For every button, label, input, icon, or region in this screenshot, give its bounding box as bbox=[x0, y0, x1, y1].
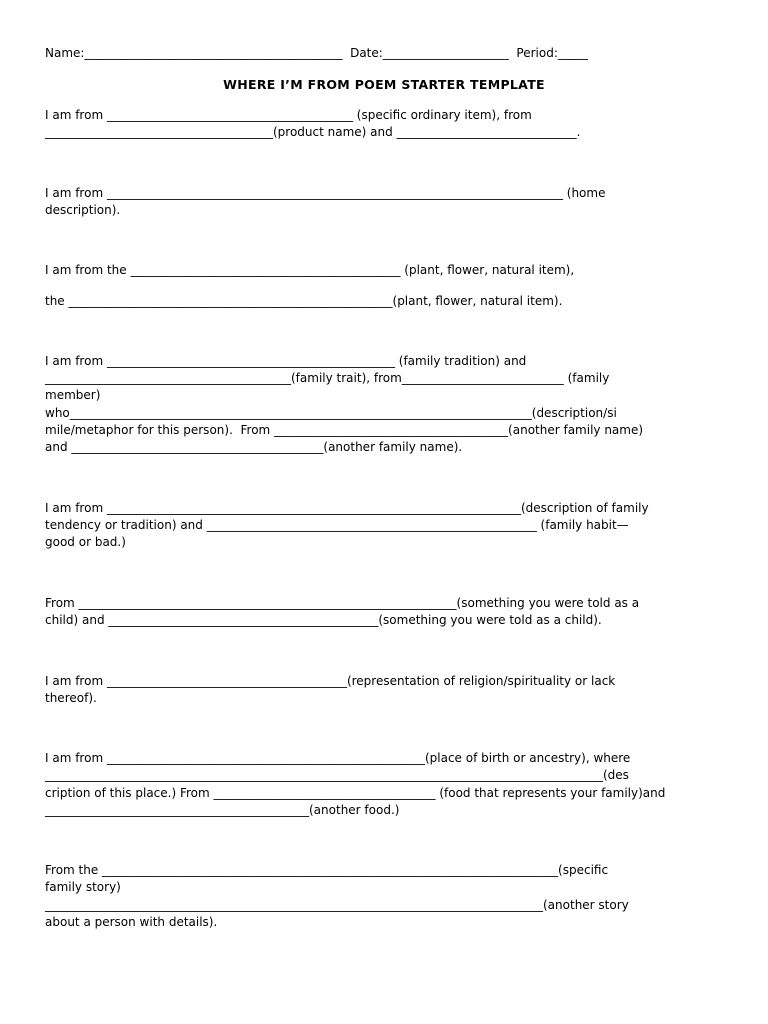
stanza-8-line-4: ____________________________________________(another food.) bbox=[45, 803, 400, 817]
stanza-4-line-6: and __________________________________________(another family name). bbox=[45, 440, 463, 454]
stanza-4-line-5: mile/metaphor for this person). From _______________________________________(another family name) bbox=[45, 423, 644, 437]
stanza-4-line-1: I am from ________________________________________________ (family tradition) and bbox=[45, 354, 527, 368]
stanza-7-line-2: thereof). bbox=[45, 691, 97, 705]
stanza-2-line-1: I am from ____________________________________________________________________________ (home bbox=[45, 186, 606, 200]
stanza-4-line-4: who_____________________________________________________________________________(description/si bbox=[45, 406, 617, 420]
stanza-4-line-2: _________________________________________(family trait), from___________________________ (family bbox=[45, 371, 610, 385]
stanza-9-line-1: From the ____________________________________________________________________________(specific bbox=[45, 863, 609, 877]
stanza-8-line-2: _____________________________________________________________________________________________(des bbox=[45, 768, 629, 782]
stanza-9-line-4: about a person with details). bbox=[45, 915, 218, 929]
stanza-5-line-2: tendency or tradition) and _______________________________________________________ (family habit— bbox=[45, 518, 629, 532]
stanza-3-line-2: the ______________________________________________________(plant, flower, natural item). bbox=[45, 294, 563, 308]
stanza-3-line-1: I am from the _____________________________________________ (plant, flower, natural item), bbox=[45, 263, 575, 277]
stanza-5-line-1: I am from _____________________________________________________________________(description of family bbox=[45, 501, 649, 515]
stanza-2-line-2: description). bbox=[45, 203, 121, 217]
stanza-4-line-3: member) bbox=[45, 388, 101, 402]
page-title: WHERE I’M FROM POEM STARTER TEMPLATE bbox=[223, 77, 545, 92]
stanza-1-line-2: ______________________________________(product name) and ______________________________. bbox=[45, 125, 581, 139]
stanza-7-line-1: I am from ________________________________________(representation of religion/spirituality or lack bbox=[45, 674, 616, 688]
stanza-8-line-3: cription of this place.) From _____________________________________ (food that represents your family)and bbox=[45, 786, 666, 800]
stanza-1-line-1: I am from _________________________________________ (specific ordinary item), from bbox=[45, 108, 532, 122]
stanza-5-line-3: good or bad.) bbox=[45, 535, 126, 549]
stanza-6-line-1: From _______________________________________________________________(something you were told as a bbox=[45, 596, 640, 610]
stanza-9-line-2: family story) bbox=[45, 880, 121, 894]
stanza-6-line-2: child) and _____________________________________________(something you were told as a child). bbox=[45, 613, 602, 627]
stanza-9-line-3: ___________________________________________________________________________________(another story bbox=[45, 898, 629, 912]
stanza-8-line-1: I am from _____________________________________________________(place of birth or ancestry), where bbox=[45, 751, 631, 765]
header-name-date-period: Name:___________________________________________ Date:_____________________ Period:_____ bbox=[45, 46, 588, 60]
